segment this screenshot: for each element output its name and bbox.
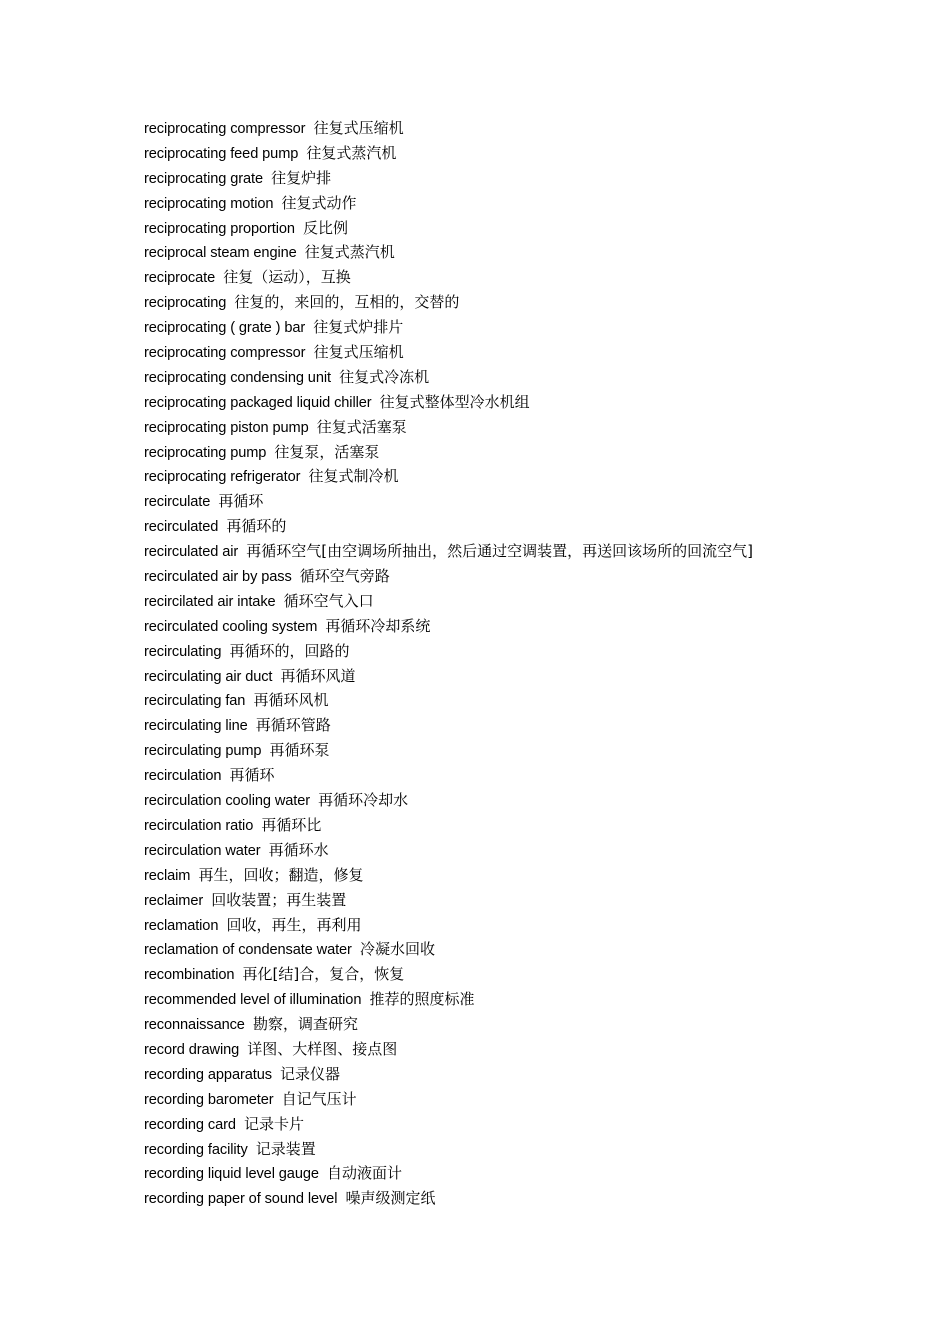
- glossary-entry: [144, 464, 924, 489]
- entry-term: reciprocating proportion: [144, 220, 295, 237]
- glossary-entry: [144, 265, 924, 290]
- entry-meaning: 噪声级测定纸: [345, 1189, 436, 1208]
- entry-term: recording card: [144, 1116, 236, 1133]
- glossary-entry: [144, 863, 924, 888]
- entry-term: reclamation of condensate water: [144, 942, 352, 959]
- entry-term: record drawing: [144, 1041, 240, 1058]
- entry-term: reclamation: [144, 917, 219, 934]
- entry-term: reciprocating: [144, 295, 227, 312]
- entry-term: reciprocating compressor: [144, 345, 306, 362]
- entry-meaning: 往复式整体型冷水机组: [379, 392, 530, 411]
- entry-term: recirculating pump: [144, 743, 262, 760]
- glossary-entry: [144, 913, 924, 938]
- entry-meaning: 再循环风道: [280, 666, 356, 685]
- entry-meaning: 再循环冷却水: [318, 791, 409, 810]
- glossary-entry: [144, 614, 924, 639]
- entry-term: reclaimer: [144, 892, 204, 909]
- entry-term: recording barometer: [144, 1091, 274, 1108]
- glossary-entry: [144, 639, 924, 664]
- glossary-entry: [144, 514, 924, 539]
- glossary-entry: [144, 315, 924, 340]
- entry-meaning: 再循环: [218, 492, 264, 511]
- glossary-entry: [144, 415, 924, 440]
- entry-meaning: 往复式炉排片: [313, 318, 404, 337]
- entry-meaning: 再生，回收；翻造，修复: [198, 865, 364, 884]
- glossary-entry: [144, 813, 924, 838]
- entry-meaning: 循环空气入口: [283, 591, 374, 610]
- entry-term: recirculating fan: [144, 693, 246, 710]
- glossary-entry: [144, 688, 924, 713]
- glossary-entry: [144, 440, 924, 465]
- entry-term: reciprocating refrigerator: [144, 469, 301, 486]
- entry-term: recirculated air: [144, 544, 239, 561]
- entry-meaning: 往复式动作: [281, 193, 357, 212]
- entry-meaning: 推荐的照度标准: [369, 990, 475, 1009]
- glossary-list: [144, 116, 924, 1211]
- entry-meaning: 再循环冷却系统: [325, 616, 431, 635]
- glossary-entry: [144, 1037, 924, 1062]
- entry-meaning: 冷凝水回收: [359, 940, 435, 959]
- entry-term: recirculation cooling water: [144, 793, 311, 810]
- entry-term: reciprocating piston pump: [144, 419, 309, 436]
- entry-term: recirculation: [144, 768, 222, 785]
- glossary-entry: [144, 564, 924, 589]
- entry-term: recirculation ratio: [144, 817, 254, 834]
- entry-term: recording liquid level gauge: [144, 1166, 319, 1183]
- entry-term: recording apparatus: [144, 1066, 272, 1083]
- glossary-entry: [144, 141, 924, 166]
- glossary-entry: [144, 240, 924, 265]
- glossary-entry: [144, 116, 924, 141]
- entry-meaning: 往复式制冷机: [308, 467, 399, 486]
- glossary-entry: [144, 664, 924, 689]
- glossary-entry: [144, 340, 924, 365]
- glossary-entry: [144, 1012, 924, 1037]
- entry-meaning: 勘察，调查研究: [252, 1015, 358, 1034]
- entry-meaning: 再循环泵: [269, 741, 330, 760]
- entry-meaning: 循环空气旁路: [299, 567, 390, 586]
- entry-meaning: 详图、大样图、接点图: [247, 1039, 398, 1058]
- glossary-entry: [144, 539, 924, 564]
- entry-meaning: 再循环空气[由空调场所抽出，然后通过空调装置，再送回该场所的回流空气]: [246, 542, 753, 561]
- entry-meaning: 再循环比: [261, 815, 322, 834]
- entry-meaning: 往复式压缩机: [313, 119, 404, 137]
- glossary-entry: [144, 738, 924, 763]
- entry-meaning: 回收，再生，再利用: [226, 915, 362, 934]
- glossary-entry: [144, 365, 924, 390]
- entry-term: recording paper of sound level: [144, 1191, 338, 1208]
- entry-meaning: 往复泵，活塞泵: [274, 442, 380, 461]
- entry-term: recommended level of illumination: [144, 992, 362, 1009]
- entry-term: reciprocating pump: [144, 444, 267, 461]
- glossary-entry: [144, 1062, 924, 1087]
- entry-meaning: 再循环: [229, 766, 275, 785]
- entry-term: recirculating line: [144, 718, 248, 735]
- entry-meaning: 再循环风机: [253, 691, 329, 710]
- entry-term: reciprocating condensing unit: [144, 369, 331, 386]
- glossary-entry: [144, 1186, 924, 1211]
- glossary-entry: [144, 962, 924, 987]
- glossary-entry: [144, 838, 924, 863]
- entry-meaning: 自动液面计: [327, 1164, 403, 1183]
- entry-meaning: 记录装置: [255, 1139, 316, 1158]
- entry-term: recirculated cooling system: [144, 618, 318, 635]
- entry-term: recirculating air duct: [144, 668, 273, 685]
- entry-term: reciprocating compressor: [144, 121, 306, 137]
- entry-meaning: 再循环的: [226, 517, 287, 536]
- glossary-entry: [144, 713, 924, 738]
- entry-meaning: 往复式压缩机: [313, 343, 404, 362]
- glossary-entry: [144, 1161, 924, 1186]
- glossary-entry: [144, 763, 924, 788]
- entry-meaning: 再化[结]合，复合，恢复: [242, 965, 405, 984]
- entry-term: recirculation water: [144, 842, 261, 859]
- entry-meaning: 再循环的，回路的: [229, 641, 350, 660]
- entry-term: reciprocal steam engine: [144, 245, 297, 262]
- entry-term: reciprocating motion: [144, 195, 274, 212]
- entry-meaning: 往复（运动），互换: [223, 268, 351, 287]
- entry-term: recombination: [144, 967, 235, 984]
- entry-term: reciprocating feed pump: [144, 145, 299, 162]
- entry-meaning: 往复式冷冻机: [339, 367, 430, 386]
- entry-meaning: 再循环管路: [255, 716, 331, 735]
- glossary-entry: [144, 1137, 924, 1162]
- entry-meaning: 往复式蒸汽机: [306, 143, 397, 162]
- glossary-entry: [144, 788, 924, 813]
- glossary-entry: [144, 937, 924, 962]
- glossary-entry: [144, 987, 924, 1012]
- glossary-entry: [144, 1087, 924, 1112]
- glossary-entry: [144, 888, 924, 913]
- entry-meaning: 反比例: [303, 218, 349, 237]
- entry-term: recircilated air intake: [144, 593, 276, 610]
- glossary-entry: [144, 1112, 924, 1137]
- entry-term: reciprocating packaged liquid chiller: [144, 394, 372, 411]
- entry-term: recording facility: [144, 1141, 248, 1158]
- entry-term: recirculate: [144, 494, 211, 511]
- entry-meaning: 往复炉排: [271, 168, 332, 187]
- entry-term: reciprocate: [144, 270, 216, 287]
- entry-meaning: 自记气压计: [281, 1089, 357, 1108]
- entry-term: recirculated: [144, 519, 219, 536]
- entry-term: recirculated air by pass: [144, 569, 292, 586]
- entry-term: reciprocating ( grate ) bar: [144, 320, 306, 337]
- entry-meaning: 记录卡片: [244, 1114, 305, 1133]
- glossary-entry: [144, 589, 924, 614]
- entry-term: reciprocating grate: [144, 170, 263, 187]
- entry-term: reclaim: [144, 867, 191, 884]
- glossary-entry: [144, 166, 924, 191]
- entry-meaning: 往复式蒸汽机: [304, 243, 395, 262]
- entry-term: reconnaissance: [144, 1017, 245, 1034]
- glossary-entry: [144, 290, 924, 315]
- entry-meaning: 记录仪器: [280, 1064, 341, 1083]
- entry-meaning: 回收装置；再生装置: [211, 890, 347, 909]
- glossary-entry: [144, 489, 924, 514]
- entry-term: recirculating: [144, 643, 222, 660]
- glossary-entry: [144, 191, 924, 216]
- entry-meaning: 再循环水: [268, 840, 329, 859]
- entry-meaning: 往复的，来回的，互相的，交替的: [234, 293, 460, 312]
- entry-meaning: 往复式活塞泵: [316, 417, 407, 436]
- glossary-entry: [144, 390, 924, 415]
- glossary-entry: [144, 216, 924, 241]
